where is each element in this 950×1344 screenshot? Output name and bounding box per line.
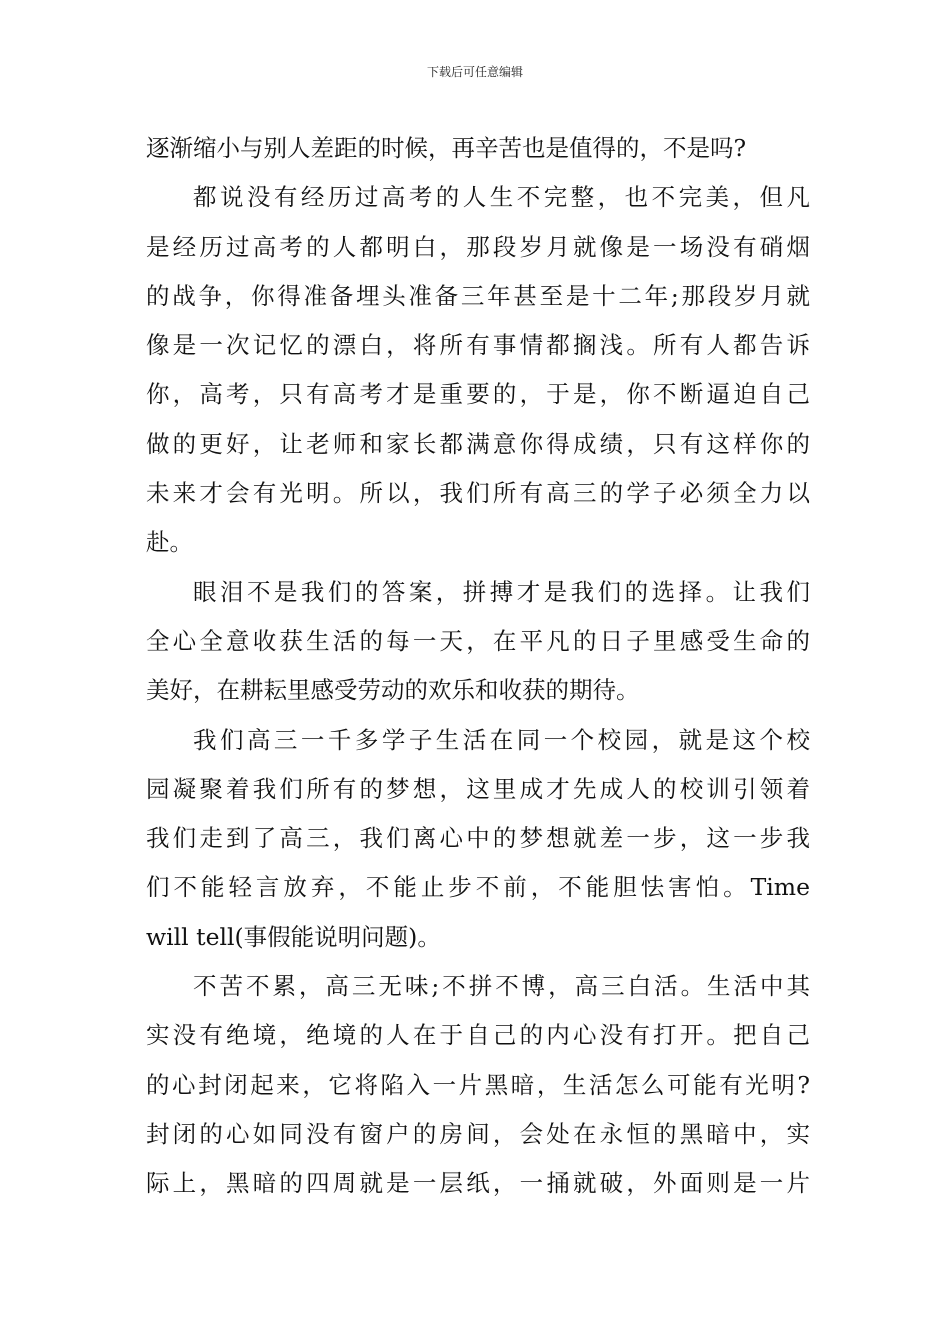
text-line: 的战争，你得准备埋头准备三年甚至是十二年;那段岁月就 (146, 281, 810, 310)
text-line: 逐渐缩小与别人差距的时候，再辛苦也是值得的，不是吗? (146, 134, 747, 162)
text-line: 园凝聚着我们所有的梦想，这里成才先成人的校训引领着 (146, 774, 810, 803)
text-line: 做的更好，让老师和家长都满意你得成绩，只有这样你的 (146, 429, 810, 458)
text-line: 实没有绝境，绝境的人在于自己的内心没有打开。把自己 (146, 1021, 810, 1050)
text-line: 我们高三一千多学子生活在同一个校园，就是这个校 (193, 725, 810, 754)
text-line: 全心全意收获生活的每一天，在平凡的日子里感受生命的 (146, 626, 810, 655)
text-line: 赴。 (146, 528, 193, 557)
text-line: 像是一次记忆的漂白，将所有事情都搁浅。所有人都告诉 (146, 331, 810, 360)
text-line: 的心封闭起来，它将陷入一片黑暗，生活怎么可能有光明? (146, 1070, 810, 1099)
text-line: 眼泪不是我们的答案，拼搏才是我们的选择。让我们 (193, 577, 810, 606)
text-line: 是经历过高考的人都明白，那段岁月就像是一场没有硝烟 (146, 232, 810, 261)
text-line: 不苦不累，高三无味;不拼不博，高三白活。生活中其 (193, 972, 810, 1001)
text-line: 我们走到了高三，我们离心中的梦想就差一步，这一步我 (146, 824, 810, 853)
text-line: 未来才会有光明。所以，我们所有高三的学子必须全力以 (146, 479, 810, 508)
text-line: 都说没有经历过高考的人生不完整，也不完美，但凡 (193, 183, 810, 212)
text-line: 际上，黑暗的四周就是一层纸，一捅就破，外面则是一片 (146, 1169, 810, 1198)
body-text (146, 124, 810, 1209)
text-line: 你，高考，只有高考才是重要的，于是，你不断逼迫自己 (146, 380, 810, 409)
text-line: 封闭的心如同没有窗户的房间，会处在永恒的黑暗中，实 (146, 1119, 810, 1148)
text-line: 美好，在耕耘里感受劳动的欢乐和收获的期待。 (146, 676, 640, 705)
text-line: will tell(事假能说明问题)。 (146, 922, 441, 951)
text-line: 们不能轻言放弃，不能止步不前，不能胆怯害怕。Time (146, 873, 810, 902)
page-header: 下载后可任意编辑 (426, 65, 523, 79)
